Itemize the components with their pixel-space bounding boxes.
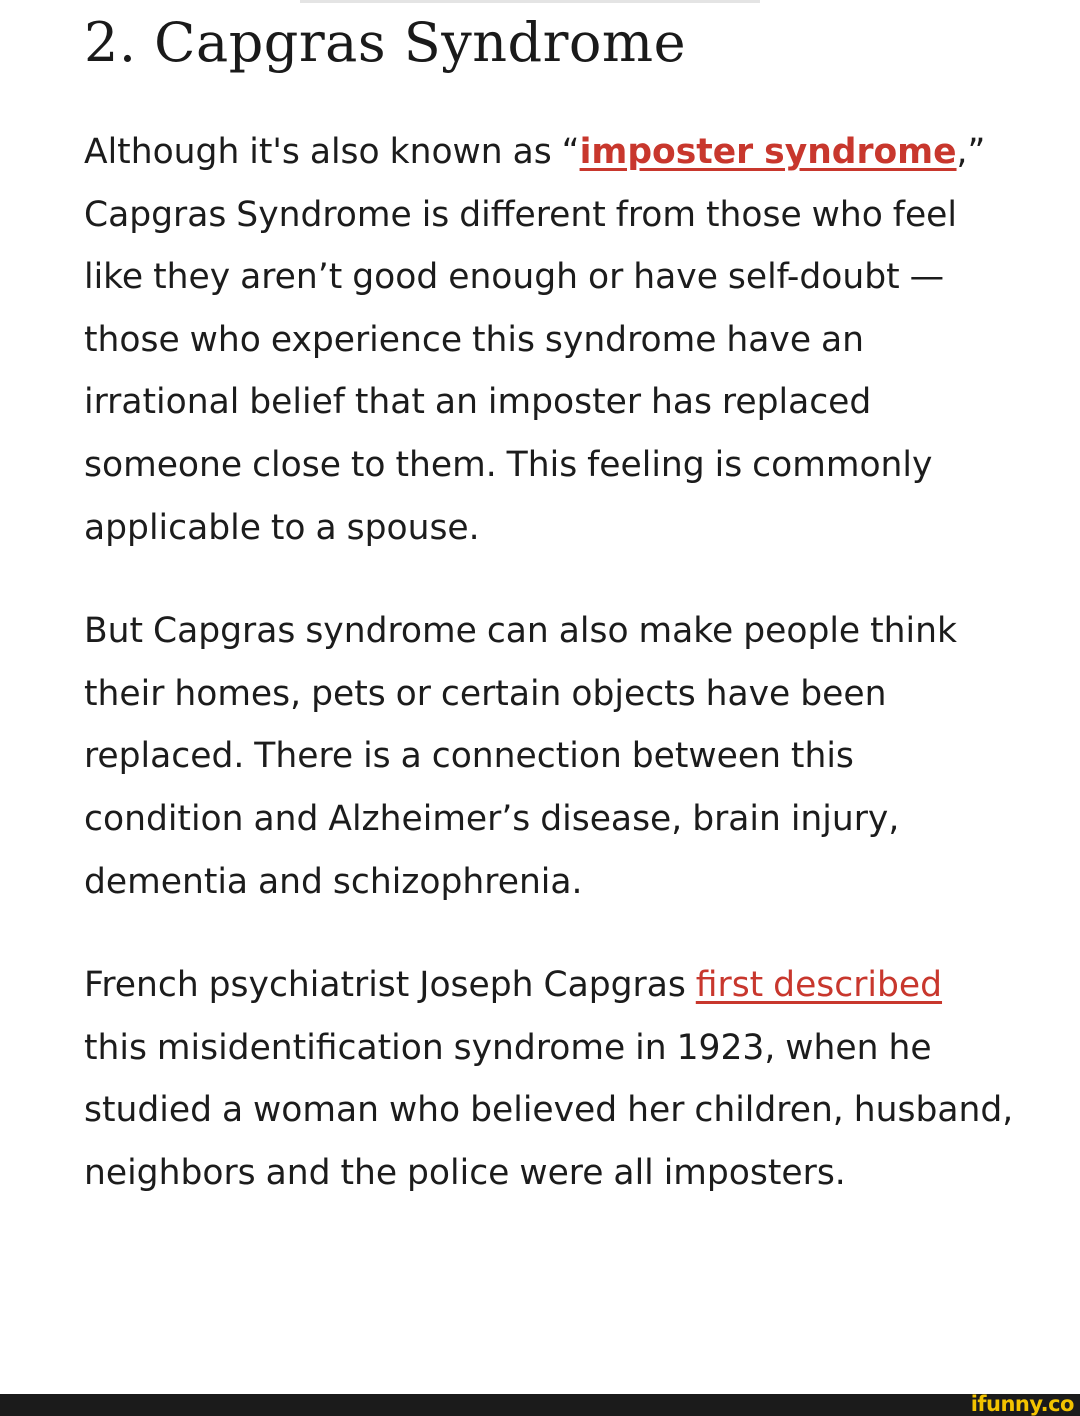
first-described-link[interactable]: first described (695, 965, 943, 1006)
paragraph-capgras-history (84, 954, 1014, 1204)
article-heading: 2. Capgras Syndrome (84, 11, 687, 74)
paragraph-capgras-intro (84, 121, 1014, 559)
footer-bar (0, 1394, 1080, 1416)
paragraph-text: French psychiatrist Joseph Capgras (84, 965, 696, 1006)
paragraph-text: Although it's also known as “ (84, 132, 580, 172)
article (84, 0, 1014, 1205)
paragraph-capgras-objects (84, 600, 1014, 913)
paragraph-text: But Capgras syndrome can also make people think their homes, pets or certain objects have been replaced. There is a connection between this condition and Alzheimer’s disease, brain injury, dementia and schizophrenia. (84, 611, 957, 902)
paragraph-text: this misidentification syndrome in 1923, when he studied a woman who believed her children, husband, neighbors and the police were all imposters. (84, 1027, 1014, 1193)
paragraph-text: ,” Capgras Syndrome is different from those who feel like they aren’t good enough or have self-doubt — those who experience this syndrome have an irrational belief that an imposter has replaced someone close to them. This feeling is commonly applicable to a spouse. (84, 132, 986, 548)
ifunny-watermark: ifunny.co (970, 1392, 1074, 1416)
imposter-syndrome-link[interactable]: imposter syndrome (579, 132, 957, 172)
